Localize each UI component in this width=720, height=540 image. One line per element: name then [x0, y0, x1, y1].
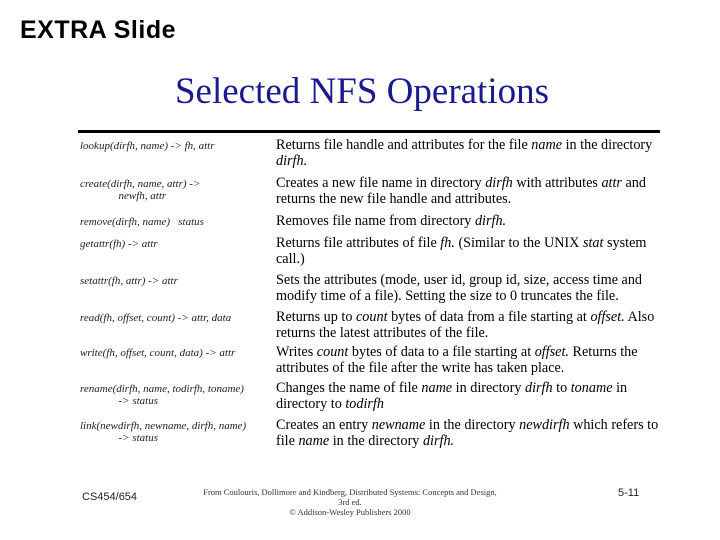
emphasis-term: stat — [582, 235, 604, 251]
op-signature: read(fh, offset, count) -> attr, data — [80, 312, 232, 324]
emphasis-term: newname — [371, 417, 426, 433]
source-citation — [200, 487, 500, 517]
emphasis-term: dirfh. — [422, 432, 455, 449]
emphasis-term: name — [421, 380, 453, 396]
op-signature: setattr(fh, attr) -> attr — [80, 275, 178, 287]
source-line-1: From Coulouris, Dollimore and Kindberg, Distributed Systems: Concepts and Design, 3rd ed. — [203, 487, 497, 507]
op-row-create — [80, 176, 665, 214]
emphasis-term: newdirfh — [519, 417, 570, 433]
emphasis-term: fh. — [440, 235, 455, 251]
op-signature: rename(dirfh, name, todirfh, toname) -> status — [80, 383, 244, 407]
emphasis-term: dirfh — [525, 380, 553, 396]
op-row-rename — [80, 381, 665, 418]
op-description: Creates a new file name in directory dirfh with attributes attr and returns the new file handle and attributes. — [276, 175, 646, 207]
emphasis-term: dirfh. — [474, 213, 507, 229]
op-description: Writes count bytes of data to a file starting at offset. Returns the attributes of the file after the write has taken place. — [276, 344, 638, 376]
op-description: Removes file name from directory dirfh. — [276, 213, 507, 229]
source-line-2: © Addison-Wesley Publishers 2000 — [289, 507, 411, 517]
emphasis-term: offset. — [590, 309, 625, 325]
emphasis-term: dirfh. — [276, 152, 308, 169]
emphasis-term: name — [531, 137, 563, 153]
op-signature: link(newdirfh, newname, dirfh, name) -> status — [80, 420, 247, 444]
emphasis-term: count — [356, 309, 388, 325]
emphasis-term: todirfh — [345, 395, 384, 412]
title-rule — [78, 130, 660, 133]
op-description: Returns file attributes of file fh. (Similar to the UNIX stat system call.) — [276, 235, 647, 267]
op-row-getattr — [80, 236, 665, 273]
emphasis-term: name — [298, 432, 330, 449]
op-signature: getattr(fh) -> attr — [80, 238, 158, 250]
op-row-write — [80, 345, 665, 381]
op-description: Creates an entry newname in the directory newdirfh which refers to file name in the directory dirfh. — [276, 417, 659, 449]
page-number: 5-11 — [618, 487, 640, 499]
slide-title: Selected NFS Operations — [174, 71, 550, 112]
op-description: Returns file handle and attributes for the file name in the directory dirfh. — [276, 137, 653, 169]
op-row-link — [80, 418, 665, 454]
emphasis-term: count — [316, 344, 349, 360]
emphasis-term: attr — [601, 175, 622, 191]
corner-label: EXTRA Slide — [20, 16, 176, 44]
course-code: CS454/654 — [82, 491, 138, 503]
emphasis-term: dirfh — [485, 175, 513, 191]
op-row-lookup — [80, 138, 665, 176]
op-row-read — [80, 310, 665, 345]
op-signature: lookup(dirfh, name) -> fh, attr — [80, 140, 215, 152]
op-row-remove — [80, 214, 665, 236]
op-signature: create(dirfh, name, attr) -> newfh, attr — [80, 178, 201, 202]
op-signature: remove(dirfh, name) status — [80, 216, 204, 228]
emphasis-term: offset. — [534, 344, 569, 360]
op-description: Sets the attributes (mode, user id, group id, size, access time and modify time of a file). Setting the size to 0 truncates the file. — [276, 272, 643, 304]
op-row-setattr — [80, 273, 665, 310]
emphasis-term: toname — [570, 380, 613, 396]
operations-table — [80, 138, 665, 454]
op-signature: write(fh, offset, count, data) -> attr — [80, 347, 236, 359]
op-description: Changes the name of file name in directory dirfh to toname in directory to todirfh — [276, 380, 628, 412]
op-description: Returns up to count bytes of data from a file starting at offset. Also returns the latest attributes of the file. — [276, 309, 655, 341]
